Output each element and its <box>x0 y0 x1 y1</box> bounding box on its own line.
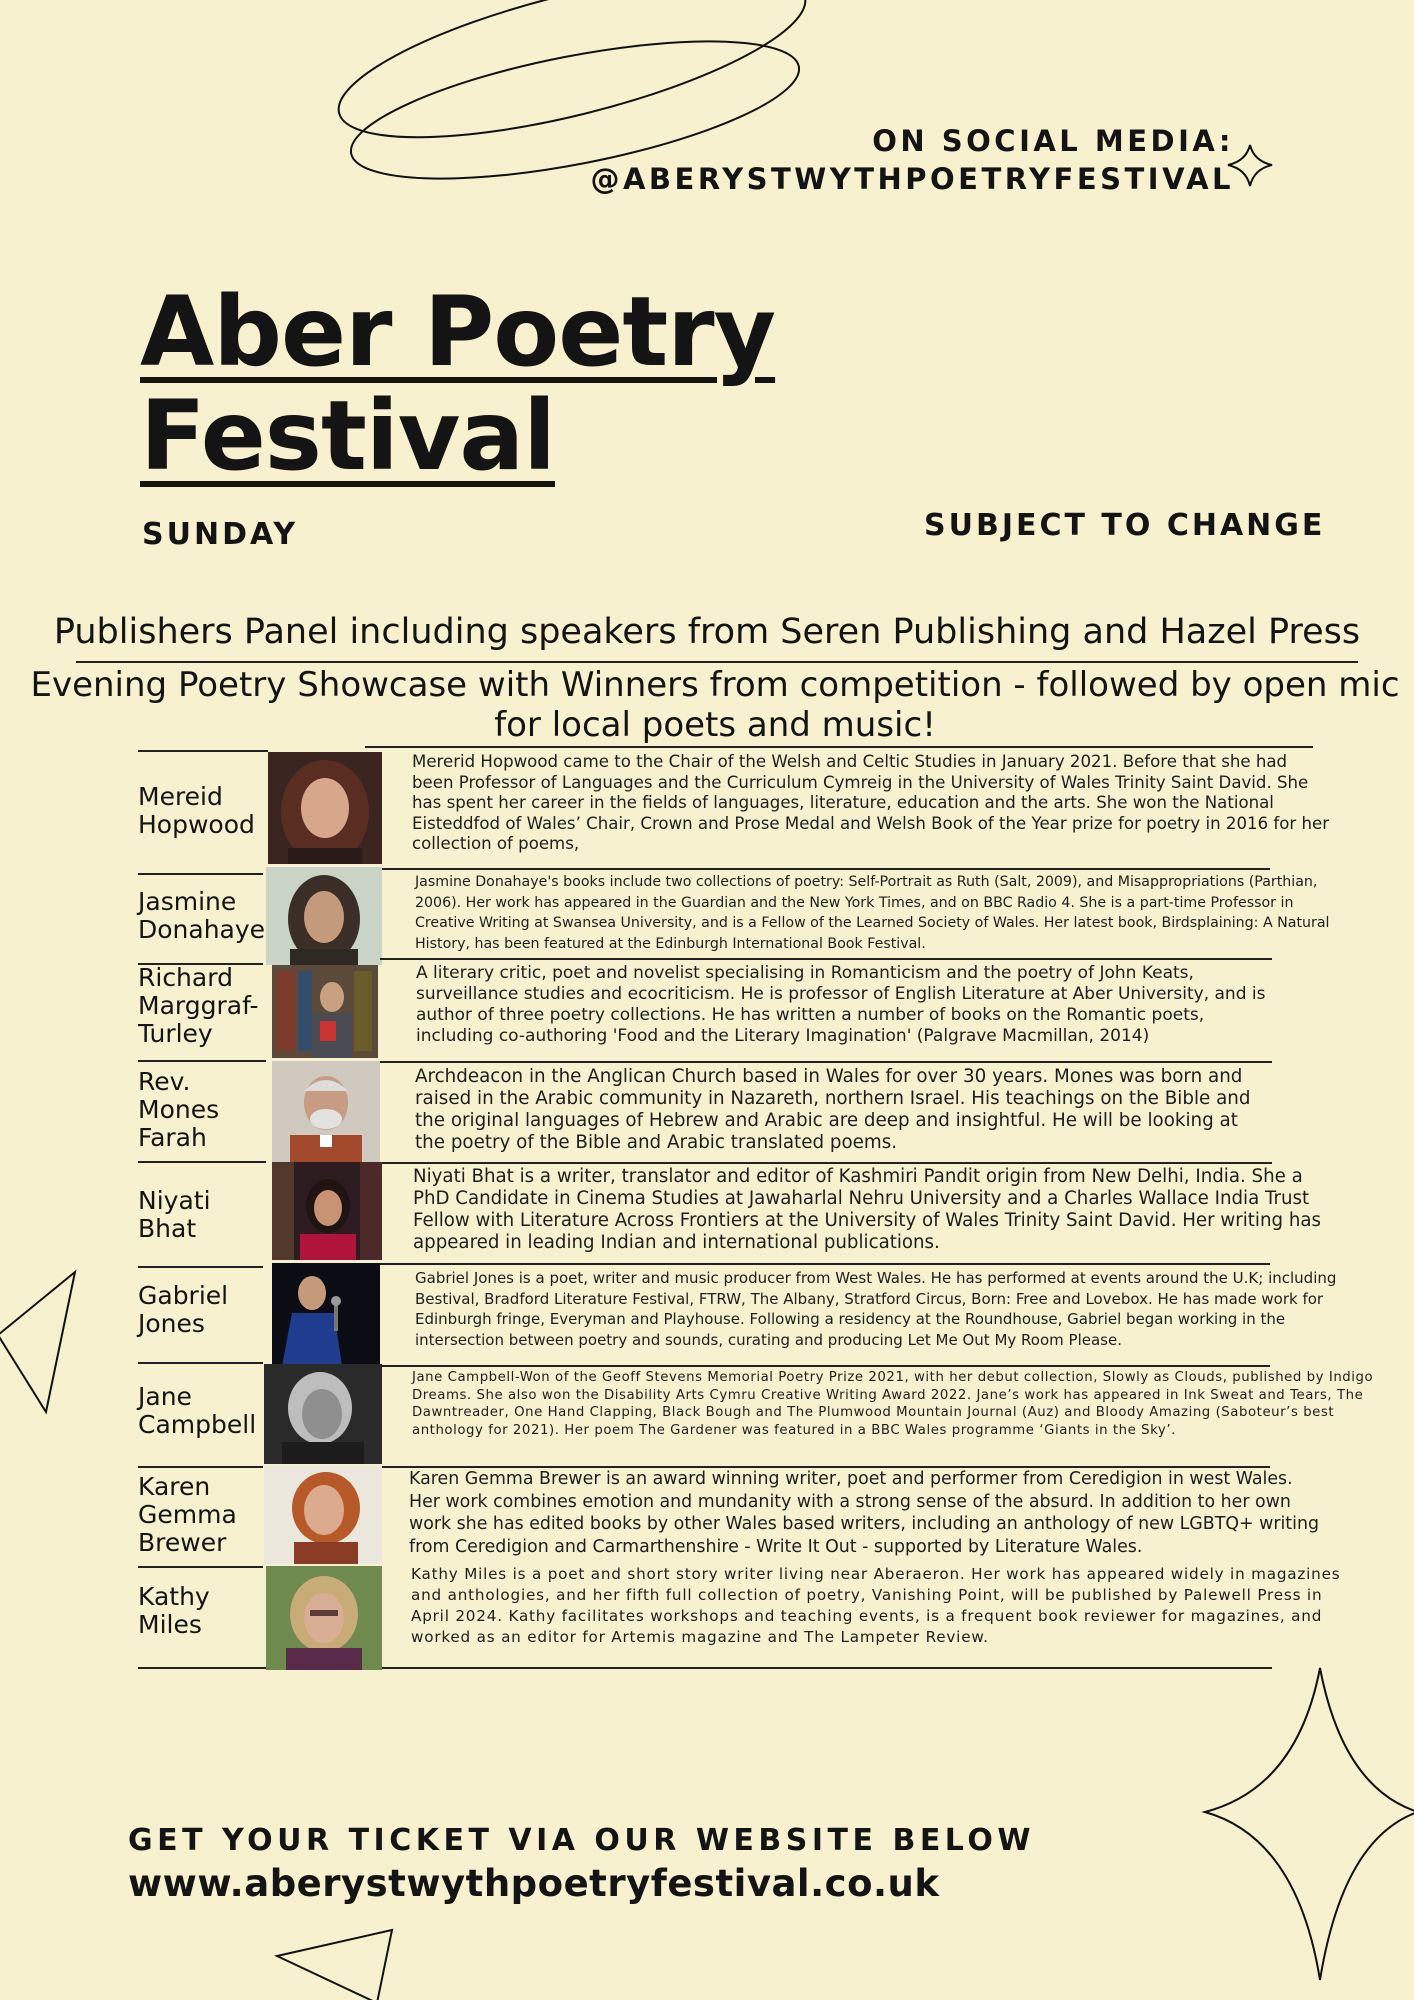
poet-bio: A literary critic, poet and novelist specialising in Romanticism and the poetry of John Keats, surveillance studies and ecocriticism. He is professor of English Literature at Aber University, and is author of three poetry collections. He has written a number of books on the Romantic poets, including co-authoring 'Food and the Literary Imagination' (Palgrave Macmillan, 2014) <box>416 963 1266 1046</box>
row-rule <box>138 1060 266 1062</box>
poet-photo <box>264 1466 382 1564</box>
day-label: SUNDAY <box>142 517 299 552</box>
poet-photo <box>272 1061 380 1162</box>
row-rule <box>380 1162 1272 1164</box>
poet-name: Jasmine Donahaye <box>138 887 266 944</box>
poet-photo <box>266 1566 382 1670</box>
title-line-1: Aber Poetry <box>140 276 776 388</box>
ticket-call-to-action: GET YOUR TICKET VIA OUR WEBSITE BELOW <box>128 1823 1035 1858</box>
poet-name: Gabriel Jones <box>138 1281 229 1338</box>
poet-bio: Niyati Bhat is a writer, translator and editor of Kashmiri Pandit origin from New Delhi, India. She a PhD Candidate in Cinema Studies at Jawaharlal Nehru University and a Charles Wallace India Trust Fellow with Literature Across Frontiers at the University of Wales Trinity Saint David. Her writing has appeared in leading Indian and international publications. <box>413 1166 1321 1253</box>
row-rule <box>138 1566 263 1568</box>
poet-photo <box>272 1263 380 1366</box>
row-rule <box>138 873 263 875</box>
row-rule <box>138 1466 263 1468</box>
poet-bio: Kathy Miles is a poet and short story writer living near Aberaeron. Her work has appeared widely in magazines and anthologies, and her fifth full collection of poetry, Vanishing Point, will be published by Palewell Press in April 2024. Kathy facilitates workshops and teaching events, is a frequent book reviewer for magazines, and worked as an editor for Artemis magazine and The Lampeter Review. <box>411 1565 1341 1646</box>
poet-photo <box>272 965 378 1058</box>
poet-name: Jane Campbell <box>138 1382 257 1439</box>
title-line-2: Festival <box>140 380 555 492</box>
row-rule <box>380 868 1270 870</box>
poet-photo <box>272 1162 382 1260</box>
poet-bio: Karen Gemma Brewer is an award winning writer, poet and performer from Ceredigion in west Wales. Her work combines emotion and mundanity with a strong sense of the absurd. In addition to her own work she has edited books by other Wales based writers, including an anthology of new LGBTQ+ writing from Ceredigion and Carmarthenshire - Write It Out - supported by Literature Wales. <box>409 1469 1320 1557</box>
poet-name: Kathy Miles <box>138 1582 210 1639</box>
publishers-panel-text: Publishers Panel including speakers from Seren Publishing and Hazel Press <box>53 612 1361 652</box>
row-rule <box>365 746 1313 748</box>
row-rule <box>380 1365 1270 1367</box>
poet-name: Rev. Mones Farah <box>138 1067 220 1152</box>
poet-name: Karen Gemma Brewer <box>138 1472 237 1557</box>
poet-photo <box>264 1364 382 1464</box>
poet-bio: Jasmine Donahaye's books include two collections of poetry: Self-Portrait as Ruth (Salt, 2009), and Misappropriations (Parthian, 2006). Her work has appeared in the Guardian and the New York Times, and on BBC Radio 4. She is a part-time Professor in Creative Writing at Swansea University, and is a Fellow of the Learned Society of Wales. Her latest book, Birdsplaining: A Natural History, has been featured at the Edinburgh International Book Festival. <box>415 874 1330 952</box>
triangle-bottom <box>277 1930 392 2000</box>
row-rule <box>138 1667 268 1669</box>
sparkle-star-large <box>1205 1668 1414 1980</box>
social-label: ON SOCIAL MEDIA: <box>872 124 1234 158</box>
row-rule <box>138 1161 266 1163</box>
social-media-handle <box>590 122 1234 198</box>
poet-photo <box>268 752 382 864</box>
festival-title <box>140 276 776 492</box>
row-rule <box>138 1266 263 1268</box>
poet-name: Richard Marggraf-Turley <box>138 963 259 1048</box>
poet-bio: Jane Campbell-Won of the Geoff Stevens Memorial Poetry Prize 2021, with her debut collection, Slowly as Clouds, published by Indigo Dreams. She also won the Disability Arts Cymru Creative Writing Award 2022. Jane’s work has appeared in Ink Sweat and Tears, The Dawntreader, One Hand Clapping, Black Bough and The Plumwood Mountain Journal (Auz) and Bloody Amazing (Saboteur’s best anthology for 2021). Her poem The Gardener was featured in a BBC Wales programme ‘Giants in the Sky’. <box>412 1370 1374 1438</box>
poet-photo <box>266 867 382 965</box>
poet-bio: Gabriel Jones is a poet, writer and music producer from West Wales. He has performed at events around the U.K; including Bestival, Bradford Literature Festival, FTRW, The Albany, Stratford Circus, Born: Free and Lovebox. He has made work for Edinburgh fringe, Everyman and Playhouse. Following a residency at the Roundhouse, Gabriel began working in the intersection between poetry and sounds, curating and producing Let Me Out My Room Please. <box>415 1269 1337 1349</box>
row-rule <box>380 1061 1272 1063</box>
subject-to-change-notice: SUBJECT TO CHANGE <box>924 508 1326 543</box>
row-rule <box>380 1263 1270 1265</box>
poet-name: Mereid Hopwood <box>138 782 255 839</box>
website-link[interactable]: www.aberystwythpoetryfestival.co.uk <box>128 1862 940 1905</box>
sparkle-star-small <box>1228 145 1272 186</box>
panel-divider <box>76 661 1358 663</box>
row-rule <box>138 750 268 752</box>
showcase-text: Evening Poetry Showcase with Winners from competition - followed by open mic for local poets and music! <box>30 665 1400 745</box>
poet-bio: Archdeacon in the Anglican Church based in Wales for over 30 years. Mones was born and raised in the Arabic community in Nazareth, northern Israel. His teachings on the Bible and the original languages of Hebrew and Arabic are deep and insightful. He will be looking at the poetry of the Bible and Arabic translated poems. <box>415 1066 1251 1153</box>
row-rule <box>138 1362 263 1364</box>
poet-name: Niyati Bhat <box>138 1186 211 1243</box>
row-rule <box>380 1667 1272 1669</box>
poet-bio: Mererid Hopwood came to the Chair of the Welsh and Celtic Studies in January 2021. Before that she had been Professor of Languages and the Curriculum Cymreig in the University of Wales Trinity Saint David. She has spent her career in the fields of languages, literature, education and the arts. She won the National Eisteddfod of Wales’ Chair, Crown and Prose Medal and Welsh Book of the Year prize for poetry in 2016 for her collection of poems, <box>412 752 1330 853</box>
triangle-left <box>0 1272 75 1412</box>
social-handle: @ABERYSTWYTHPOETRYFESTIVAL <box>590 162 1234 196</box>
row-rule <box>380 958 1272 960</box>
